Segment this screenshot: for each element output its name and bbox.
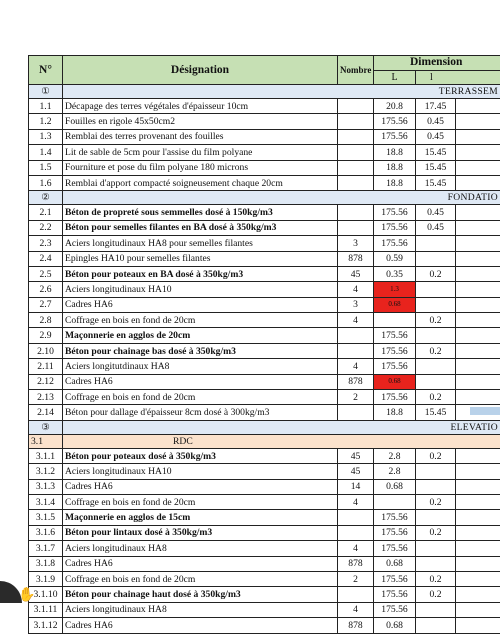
item-extra — [456, 587, 500, 602]
table-row — [29, 374, 500, 389]
item-nombre — [338, 587, 374, 602]
item-nombre: 4 — [338, 359, 374, 374]
item-width — [416, 464, 456, 479]
item-length: 175.56 — [374, 571, 416, 586]
item-width: 15.45 — [416, 160, 456, 175]
item-extra — [456, 448, 500, 463]
table-row — [29, 328, 500, 343]
item-length: 0.35 — [374, 266, 416, 281]
item-length: 175.56 — [374, 205, 416, 220]
item-width — [416, 541, 456, 556]
item-extra — [456, 145, 500, 160]
item-number: 2.2 — [29, 220, 63, 235]
table-row — [29, 494, 500, 509]
item-width: 0.2 — [416, 525, 456, 540]
item-width: 0.2 — [416, 587, 456, 602]
item-length: 175.56 — [374, 602, 416, 617]
item-extra — [456, 205, 500, 220]
item-nombre: 3 — [338, 297, 374, 312]
item-extra — [456, 390, 500, 405]
item-number: 2.5 — [29, 266, 63, 281]
section-header-row — [29, 420, 500, 434]
table-row — [29, 266, 500, 281]
item-designation: Aciers longitudinaux HA8 pour semelles filantes — [63, 236, 338, 251]
table-row — [29, 571, 500, 586]
item-extra — [456, 525, 500, 540]
item-designation: Coffrage en bois en fond de 20cm — [63, 494, 338, 509]
item-nombre — [338, 328, 374, 343]
subsection-row — [29, 434, 500, 448]
item-width: 0.45 — [416, 205, 456, 220]
item-extra — [456, 220, 500, 235]
item-length: 175.56 — [374, 587, 416, 602]
item-extra — [456, 251, 500, 266]
item-length: 175.56 — [374, 343, 416, 358]
table-row — [29, 114, 500, 129]
item-length: 18.8 — [374, 160, 416, 175]
item-width: 0.2 — [416, 571, 456, 586]
table-row — [29, 541, 500, 556]
item-length: 175.56 — [374, 220, 416, 235]
item-width: 0.2 — [416, 390, 456, 405]
item-extra — [456, 99, 500, 114]
item-length: 175.56 — [374, 114, 416, 129]
item-length: 175.56 — [374, 236, 416, 251]
item-width: 15.45 — [416, 405, 456, 420]
item-nombre: 14 — [338, 479, 374, 494]
item-width — [416, 282, 456, 297]
item-width: 17.45 — [416, 99, 456, 114]
table-row — [29, 205, 500, 220]
item-extra — [456, 175, 500, 190]
item-number: 2.1 — [29, 205, 63, 220]
item-extra — [456, 236, 500, 251]
item-designation: Remblai des terres provenant des fouilles — [63, 129, 338, 144]
item-nombre: 2 — [338, 390, 374, 405]
item-width: 0.45 — [416, 220, 456, 235]
column-header-L: L — [374, 70, 416, 85]
item-number: 2.12 — [29, 374, 63, 389]
item-designation: Béton pour semelles filantes en BA dosé à 350kg/m3 — [63, 220, 338, 235]
item-number: 2.14 — [29, 405, 63, 420]
item-length: 0.68 — [374, 618, 416, 633]
section-title: FONDATIO — [63, 191, 500, 205]
item-designation: Aciers longitudinaux HA10 — [63, 282, 338, 297]
item-width — [416, 556, 456, 571]
item-nombre — [338, 129, 374, 144]
section-title: ELEVATIO — [63, 420, 500, 434]
item-number: 3.1.3 — [29, 479, 63, 494]
item-nombre — [338, 145, 374, 160]
item-designation: Aciers longitutdinaux HA8 — [63, 359, 338, 374]
table-row — [29, 479, 500, 494]
item-nombre: 2 — [338, 571, 374, 586]
item-designation: Béton pour chainage haut dosé à 350kg/m3 — [63, 587, 338, 602]
section-number: ③ — [29, 420, 63, 434]
item-length: 175.56 — [374, 510, 416, 525]
column-header-dimension: Dimension — [374, 56, 500, 71]
item-extra — [456, 160, 500, 175]
item-extra — [456, 328, 500, 343]
item-length: 2.8 — [374, 448, 416, 463]
item-width — [416, 479, 456, 494]
item-width: 0.2 — [416, 494, 456, 509]
item-width — [416, 328, 456, 343]
item-nombre: 4 — [338, 541, 374, 556]
table-row — [29, 129, 500, 144]
item-width: 0.45 — [416, 129, 456, 144]
item-number: 2.10 — [29, 343, 63, 358]
item-length: 0.68 — [374, 556, 416, 571]
item-nombre: 4 — [338, 313, 374, 328]
item-nombre: 45 — [338, 448, 374, 463]
item-number: 1.5 — [29, 160, 63, 175]
item-nombre: 4 — [338, 602, 374, 617]
item-number: 3.1.11 — [29, 602, 63, 617]
subsection-title: RDC — [63, 434, 500, 448]
item-nombre — [338, 175, 374, 190]
drag-hand-icon: ✋ — [18, 587, 35, 603]
table-row — [29, 297, 500, 312]
item-width: 0.45 — [416, 114, 456, 129]
item-nombre: 878 — [338, 618, 374, 633]
item-designation: Coffrage en bois en fond de 20cm — [63, 390, 338, 405]
item-number: 3.1.10 — [29, 587, 63, 602]
item-nombre — [338, 510, 374, 525]
table-row — [29, 99, 500, 114]
table-row — [29, 343, 500, 358]
item-extra — [456, 618, 500, 633]
item-nombre: 45 — [338, 266, 374, 281]
item-designation: Cadres HA6 — [63, 479, 338, 494]
item-nombre: 45 — [338, 464, 374, 479]
table-row — [29, 464, 500, 479]
item-width: 0.2 — [416, 313, 456, 328]
section-header-row — [29, 191, 500, 205]
table-row — [29, 587, 500, 602]
item-number: 2.11 — [29, 359, 63, 374]
item-extra — [456, 129, 500, 144]
table-row — [29, 618, 500, 633]
item-extra — [456, 282, 500, 297]
item-designation: Cadres HA6 — [63, 618, 338, 633]
item-number: 3.1.7 — [29, 541, 63, 556]
item-number: 2.8 — [29, 313, 63, 328]
item-length: 175.56 — [374, 525, 416, 540]
item-designation: Béton pour poteaux dosé à 350kg/m3 — [63, 448, 338, 463]
item-nombre: 878 — [338, 556, 374, 571]
item-designation: Coffrage en bois en fond de 20cm — [63, 571, 338, 586]
table-row — [29, 510, 500, 525]
item-designation: Fourniture et pose du film polyane 180 microns — [63, 160, 338, 175]
item-number: 3.1.4 — [29, 494, 63, 509]
item-width: 0.2 — [416, 448, 456, 463]
column-header-l: l — [416, 70, 500, 85]
item-number: 3.1.9 — [29, 571, 63, 586]
item-width — [416, 297, 456, 312]
item-width — [416, 374, 456, 389]
item-length: 18.8 — [374, 175, 416, 190]
item-designation: Maçonnerie en agglos de 15cm — [63, 510, 338, 525]
item-number: 3.1.2 — [29, 464, 63, 479]
item-designation: Remblai d'apport compacté soigneusement chaque 20cm — [63, 175, 338, 190]
item-length: 175.56 — [374, 541, 416, 556]
table-row — [29, 359, 500, 374]
item-nombre: 4 — [338, 282, 374, 297]
item-extra — [456, 571, 500, 586]
item-nombre: 3 — [338, 236, 374, 251]
table-row — [29, 175, 500, 190]
item-extra — [456, 313, 500, 328]
item-designation: Décapage des terres végétales d'épaisseur 10cm — [63, 99, 338, 114]
item-extra — [456, 602, 500, 617]
item-designation: Béton pour lintaux dosé à 350kg/m3 — [63, 525, 338, 540]
item-designation: Aciers longitudinaux HA8 — [63, 541, 338, 556]
item-nombre — [338, 343, 374, 358]
table-row — [29, 556, 500, 571]
item-width — [416, 359, 456, 374]
item-width — [416, 510, 456, 525]
item-designation: Fouilles en rigole 45x50cm2 — [63, 114, 338, 129]
item-number: 3.1.12 — [29, 618, 63, 633]
section-header-row — [29, 85, 500, 99]
item-extra — [456, 494, 500, 509]
item-extra — [456, 374, 500, 389]
item-number: 2.4 — [29, 251, 63, 266]
table-row — [29, 282, 500, 297]
item-length: 0.68 — [374, 374, 416, 389]
item-designation: Cadres HA6 — [63, 297, 338, 312]
item-length: 18.8 — [374, 145, 416, 160]
item-designation: Maçonnerie en agglos de 20cm — [63, 328, 338, 343]
table-row — [29, 602, 500, 617]
item-nombre — [338, 205, 374, 220]
item-extra — [456, 114, 500, 129]
section-number: ① — [29, 85, 63, 99]
item-length: 0.68 — [374, 297, 416, 312]
item-designation: Béton pour poteaux en BA dosé à 350kg/m3 — [63, 266, 338, 281]
table-row — [29, 313, 500, 328]
quantity-table — [28, 55, 500, 634]
column-header-designation: Désignation — [63, 56, 338, 85]
item-length: 0.68 — [374, 479, 416, 494]
item-number: 2.3 — [29, 236, 63, 251]
item-extra — [456, 266, 500, 281]
item-length — [374, 494, 416, 509]
section-number: ② — [29, 191, 63, 205]
column-header-num: N° — [29, 56, 63, 85]
item-number: 2.9 — [29, 328, 63, 343]
item-width — [416, 618, 456, 633]
item-width — [416, 602, 456, 617]
item-extra — [456, 556, 500, 571]
item-nombre — [338, 160, 374, 175]
item-nombre — [338, 114, 374, 129]
item-nombre — [338, 525, 374, 540]
item-extra — [456, 343, 500, 358]
item-width — [416, 251, 456, 266]
item-designation: Aciers longitudinaux HA10 — [63, 464, 338, 479]
table-row — [29, 145, 500, 160]
item-length: 175.56 — [374, 359, 416, 374]
table-row — [29, 220, 500, 235]
item-extra — [456, 359, 500, 374]
item-number: 2.13 — [29, 390, 63, 405]
item-designation: Béton de propreté sous semmelles dosé à 150kg/m3 — [63, 205, 338, 220]
subsection-number: 3.1 — [29, 434, 63, 448]
item-length: 175.56 — [374, 390, 416, 405]
item-nombre — [338, 99, 374, 114]
item-designation: Lit de sable de 5cm pour l'assise du film polyane — [63, 145, 338, 160]
item-length: 2.8 — [374, 464, 416, 479]
item-number: 1.1 — [29, 99, 63, 114]
item-nombre — [338, 220, 374, 235]
table-row — [29, 405, 500, 420]
item-extra — [456, 541, 500, 556]
item-designation: Cadres HA6 — [63, 556, 338, 571]
item-nombre — [338, 405, 374, 420]
item-number: 3.1.8 — [29, 556, 63, 571]
item-designation: Coffrage en bois en fond de 20cm — [63, 313, 338, 328]
item-extra — [456, 510, 500, 525]
item-designation: Cadres HA6 — [63, 374, 338, 389]
item-length: 18.8 — [374, 405, 416, 420]
item-number: 1.2 — [29, 114, 63, 129]
item-extra — [456, 405, 500, 420]
item-number: 1.4 — [29, 145, 63, 160]
item-number: 1.6 — [29, 175, 63, 190]
table-row — [29, 448, 500, 463]
item-width: 15.45 — [416, 175, 456, 190]
item-length: 0.59 — [374, 251, 416, 266]
item-number: 3.1.5 — [29, 510, 63, 525]
table-row — [29, 236, 500, 251]
item-length — [374, 313, 416, 328]
item-number: 3.1.1 — [29, 448, 63, 463]
item-nombre: 878 — [338, 374, 374, 389]
item-width: 15.45 — [416, 145, 456, 160]
item-number: 1.3 — [29, 129, 63, 144]
item-designation: Béton pour chainage bas dosé à 350kg/m3 — [63, 343, 338, 358]
item-number: 3.1.6 — [29, 525, 63, 540]
item-nombre: 878 — [338, 251, 374, 266]
item-width: 0.2 — [416, 343, 456, 358]
item-length: 20.8 — [374, 99, 416, 114]
table-row — [29, 251, 500, 266]
column-header-nombre: Nombre — [338, 56, 374, 85]
item-length: 1.3 — [374, 282, 416, 297]
item-length: 175.56 — [374, 129, 416, 144]
item-number: 2.7 — [29, 297, 63, 312]
item-length: 175.56 — [374, 328, 416, 343]
table-row — [29, 525, 500, 540]
item-width: 0.2 — [416, 266, 456, 281]
item-extra — [456, 479, 500, 494]
item-extra — [456, 464, 500, 479]
item-designation: Aciers longitudinaux HA8 — [63, 602, 338, 617]
item-designation: Béton pour dallage d'épaisseur 8cm dosé à 300kg/m3 — [63, 405, 338, 420]
item-nombre: 4 — [338, 494, 374, 509]
table-row — [29, 390, 500, 405]
section-title: TERRASSEM — [63, 85, 500, 99]
item-extra — [456, 297, 500, 312]
table-row — [29, 160, 500, 175]
item-width — [416, 236, 456, 251]
item-designation: Epingles HA10 pour semelles filantes — [63, 251, 338, 266]
item-number: 2.6 — [29, 282, 63, 297]
